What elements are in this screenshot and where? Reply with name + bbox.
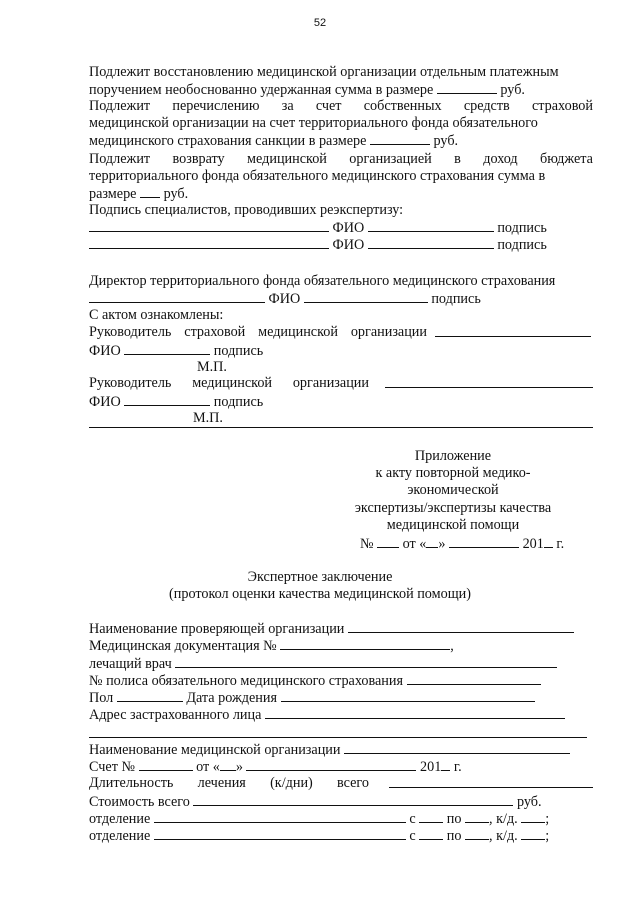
specialist-sign-row-1 [89,219,547,237]
specialist-sign-blank [89,236,329,249]
word: лечения [197,775,246,791]
account-blank [139,758,193,771]
conclusion-title: Экспертное заключение [247,569,393,585]
policy-blank [407,672,541,685]
transfer-amount-blank [370,132,430,145]
cost-row [89,793,542,811]
med-doc-row [89,637,454,655]
director-title: Директор территориального фонда обязательного медицинского страхования [89,273,556,289]
return-line-1 [89,151,593,168]
department-blank [154,810,406,823]
word: собственных [363,98,442,114]
word: Подлежит [89,151,151,167]
word: организации [350,324,427,340]
year-blank [544,535,553,548]
insurer-fio-row [89,342,263,360]
department-row-1 [89,810,549,828]
address-blank [265,706,565,719]
restore-text: поручением необоснованно удержанная сумма в размере [89,82,434,98]
birth-blank [281,689,535,702]
specialist-sign-blank [89,219,329,232]
fio-label: ФИО [89,343,121,359]
word: Руководитель [89,324,172,340]
kd-blank [521,810,545,823]
day-blank [426,535,438,548]
policy-label: № полиса обязательного медицинского страхования [89,673,403,689]
word: страховой [531,98,593,114]
appendix-line: экономической [407,482,499,498]
quote-close: » [235,759,243,775]
number-sign: № [360,536,374,552]
insurer-stamp-mp: М.П. [197,359,227,375]
fio-label: ФИО [89,394,121,410]
transfer-line-3 [89,132,458,150]
to-date-blank [465,810,489,823]
account-label: Счет № [89,759,135,775]
month-blank [449,535,519,548]
podpis-label: подпись [213,343,264,359]
checking-org-row [89,620,574,638]
fio-label: ФИО [332,220,365,236]
word: счет [315,98,342,114]
year-suffix: г. [556,536,565,552]
address-row [89,706,565,724]
from-label: от « [402,536,427,552]
quote-close: » [438,536,446,552]
word: организацией [349,151,432,167]
word: бюджета [540,151,593,167]
month-blank [246,758,416,771]
return-rub: руб. [163,186,189,202]
restore-amount-blank [437,81,497,94]
number-blank [377,535,399,548]
podpis-label: подпись [497,237,547,253]
restore-line-1: Подлежит восстановлению медицинской организации отдельным платежным [89,64,559,80]
appendix-number-row [360,535,564,553]
semicolon: ; [545,811,550,827]
med-head-text [89,375,369,392]
account-row [89,758,462,776]
fio-blank [124,393,210,406]
specialists-signature-label: Подпись специалистов, проводивших реэкспертизу: [89,202,404,218]
podpis-label: подпись [497,220,547,236]
med-head-row [89,375,593,392]
fio-label: ФИО [268,291,301,307]
from-label: от « [196,759,220,775]
word: за [281,98,294,114]
transfer-rub: руб. [433,133,459,149]
to-date-blank [465,827,489,840]
checking-org-label: Наименование проверяющей организации [89,621,345,637]
from-s: с [409,828,416,844]
word: возврату [172,151,225,167]
conclusion-subtitle: (протокол оценки качества медицинской помощи) [169,586,471,602]
day-blank [220,758,236,771]
year-prefix: 201 [420,759,442,775]
word: в [454,151,461,167]
word: доход [483,151,518,167]
sex-blank [117,689,183,702]
appendix-line: к акту повторной медико- [375,465,531,481]
department-row-2 [89,827,549,845]
year-prefix: 201 [522,536,544,552]
address-label: Адрес застрахованного лица [89,707,262,723]
from-date-blank [419,810,443,823]
page-number: 52 [313,17,327,29]
department-label: отделение [89,828,151,844]
rub-label: руб. [516,794,542,810]
return-text: размере [89,186,137,202]
med-doc-blank [280,637,450,650]
checking-org-blank [348,620,574,633]
kd-label: , к/д. [489,828,518,844]
insurer-head-text [89,324,427,341]
kd-blank [521,827,545,840]
birth-label: Дата рождения [186,690,278,706]
sex-label: Пол [89,690,114,706]
word: медицинской [192,375,273,391]
med-org-row [89,741,570,759]
word: (к/дни) [270,775,313,791]
med-doc-label: Медицинская документация № [89,638,277,654]
word: Подлежит [89,98,151,114]
word: Длительность [89,775,174,791]
fio-blank [368,236,494,249]
year-suffix: г. [453,759,462,775]
word: организации [292,375,369,391]
duration-row [89,775,593,792]
department-label: отделение [89,811,151,827]
appendix-line: экспертизы/экспертизы качества [354,500,552,516]
word: Руководитель [89,375,172,391]
year-blank [441,758,450,771]
semicolon: ; [545,828,550,844]
fio-blank [368,219,494,232]
transfer-text: медицинского страхования санкции в размере [89,133,367,149]
word: медицинской [247,151,327,167]
word: медицинской [258,324,338,340]
appendix-line: медицинской помощи [386,517,520,533]
med-org-blank [344,741,570,754]
podpis-label: подпись [213,394,264,410]
director-sign-blank [89,290,265,303]
transfer-line-2: медицинской организации на счет территориального фонда обязательного [89,115,538,131]
med-head-blank [385,375,593,388]
word: страховой [184,324,246,340]
return-amount-blank [140,185,160,198]
cost-label: Стоимость всего [89,794,190,810]
to-po: по [446,811,462,827]
doctor-label: лечащий врач [89,656,172,672]
fio-blank [304,290,428,303]
doctor-row [89,655,557,673]
restore-rub: руб. [500,82,525,98]
med-stamp-mp: М.П. [193,410,223,426]
word: всего [337,775,369,791]
fio-blank [124,342,210,355]
restore-line-2 [89,81,525,99]
insurer-head-blank [435,324,591,337]
department-blank [154,827,406,840]
duration-text [89,775,369,792]
med-fio-row [89,393,263,411]
comma: , [450,638,454,654]
word: средств [463,98,510,114]
to-po: по [446,828,462,844]
address-continuation-line [89,737,587,738]
acquainted-label: С актом ознакомлены: [89,307,224,323]
appendix-title: Приложение [414,448,492,464]
specialist-sign-row-2 [89,236,547,254]
from-date-blank [419,827,443,840]
duration-blank [389,775,593,788]
return-line-2: территориального фонда обязательного медицинского страхования сумма в [89,168,546,184]
kd-label: , к/д. [489,811,518,827]
return-line-3 [89,185,188,203]
word: перечислению [172,98,260,114]
med-org-label: Наименование медицинской организации [89,742,341,758]
transfer-line-1 [89,98,593,115]
cost-blank [193,793,513,806]
policy-row [89,672,541,690]
section-divider-line [89,427,593,428]
director-sign-row [89,290,481,308]
podpis-label: подпись [431,291,481,307]
fio-label: ФИО [332,237,365,253]
sex-birth-row [89,689,535,707]
from-s: с [409,811,416,827]
insurer-head-row [89,324,593,341]
doctor-blank [175,655,557,668]
